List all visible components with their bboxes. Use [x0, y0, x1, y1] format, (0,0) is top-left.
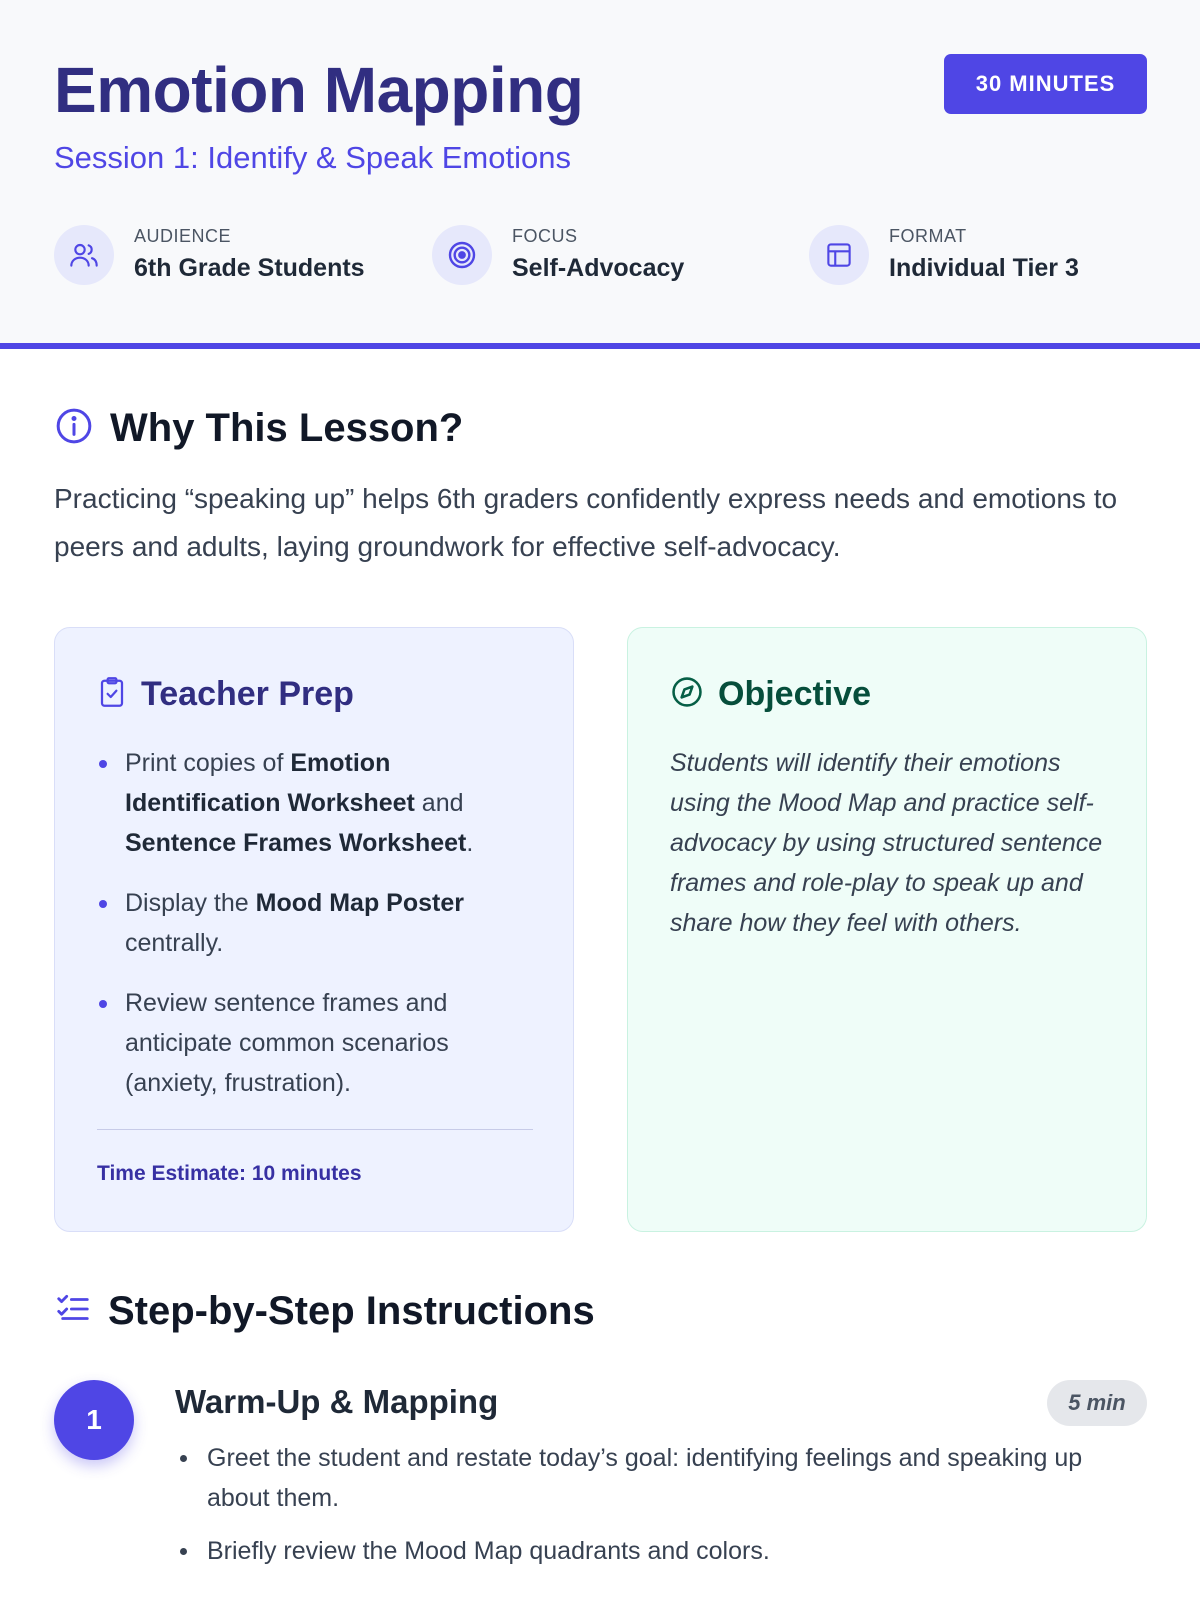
- meta-value: Individual Tier 3: [889, 254, 1079, 282]
- why-heading: [54, 402, 463, 454]
- meta-audience: [54, 225, 365, 285]
- layout-icon: [809, 225, 869, 285]
- meta-label: AUDIENCE: [134, 226, 232, 246]
- step-number: 1: [54, 1380, 134, 1460]
- step-time-badge: 5 min: [1047, 1380, 1147, 1426]
- meta-focus: [432, 225, 684, 285]
- meta-label: FOCUS: [512, 226, 578, 246]
- section-title: Why This Lesson?: [110, 406, 464, 450]
- meta-format: [809, 225, 1079, 285]
- list-item: Print copies of Emotion Identification Worksheet and Sentence Frames Worksheet.: [97, 743, 537, 863]
- list-item: Briefly review the Mood Map quadrants and colors.: [175, 1531, 1135, 1571]
- clipboard-check-icon: [97, 675, 127, 714]
- step-list: [175, 1438, 1135, 1584]
- time-estimate: Time Estimate: 10 minutes: [97, 1162, 362, 1185]
- objective-card: [627, 627, 1147, 1232]
- page-title: Emotion Mapping: [54, 54, 584, 126]
- info-icon: [54, 406, 94, 451]
- list-checks-icon: [54, 1290, 92, 1333]
- objective-text: Students will identify their emotions using the Mood Map and practice self-advocacy by using structured sentence frames and role-play to speak up and share how they feel with others.: [670, 749, 1103, 937]
- list-item: Greet the student and restate today’s goal: identifying feelings and speaking up about them.: [175, 1438, 1135, 1518]
- meta-label: FORMAT: [889, 226, 967, 246]
- card-heading: [670, 672, 871, 716]
- users-icon: [54, 225, 114, 285]
- steps-heading: [54, 1285, 595, 1337]
- why-text: Practicing “speaking up” helps 6th graders confidently express needs and emotions to peers and adults, laying groundwork for effective self-advocacy.: [54, 483, 1118, 562]
- prep-list: [97, 743, 537, 1123]
- compass-icon: [670, 675, 704, 714]
- section-title: Step-by-Step Instructions: [108, 1289, 595, 1333]
- page-subtitle: Session 1: Identify & Speak Emotions: [54, 140, 571, 175]
- list-item: Display the Mood Map Poster centrally.: [97, 883, 537, 963]
- teacher-prep-card: [54, 627, 574, 1232]
- meta-value: 6th Grade Students: [134, 254, 365, 282]
- meta-value: Self-Advocacy: [512, 254, 685, 282]
- target-icon: [432, 225, 492, 285]
- card-heading: [97, 672, 354, 716]
- divider: [97, 1129, 533, 1130]
- list-item: Review sentence frames and anticipate common scenarios (anxiety, frustration).: [97, 983, 537, 1103]
- card-title: Objective: [718, 675, 872, 713]
- card-title: Teacher Prep: [141, 675, 354, 713]
- lesson-header: [0, 0, 1200, 349]
- step-title: Warm-Up & Mapping: [175, 1383, 499, 1420]
- duration-badge: 30 MINUTES: [944, 54, 1147, 114]
